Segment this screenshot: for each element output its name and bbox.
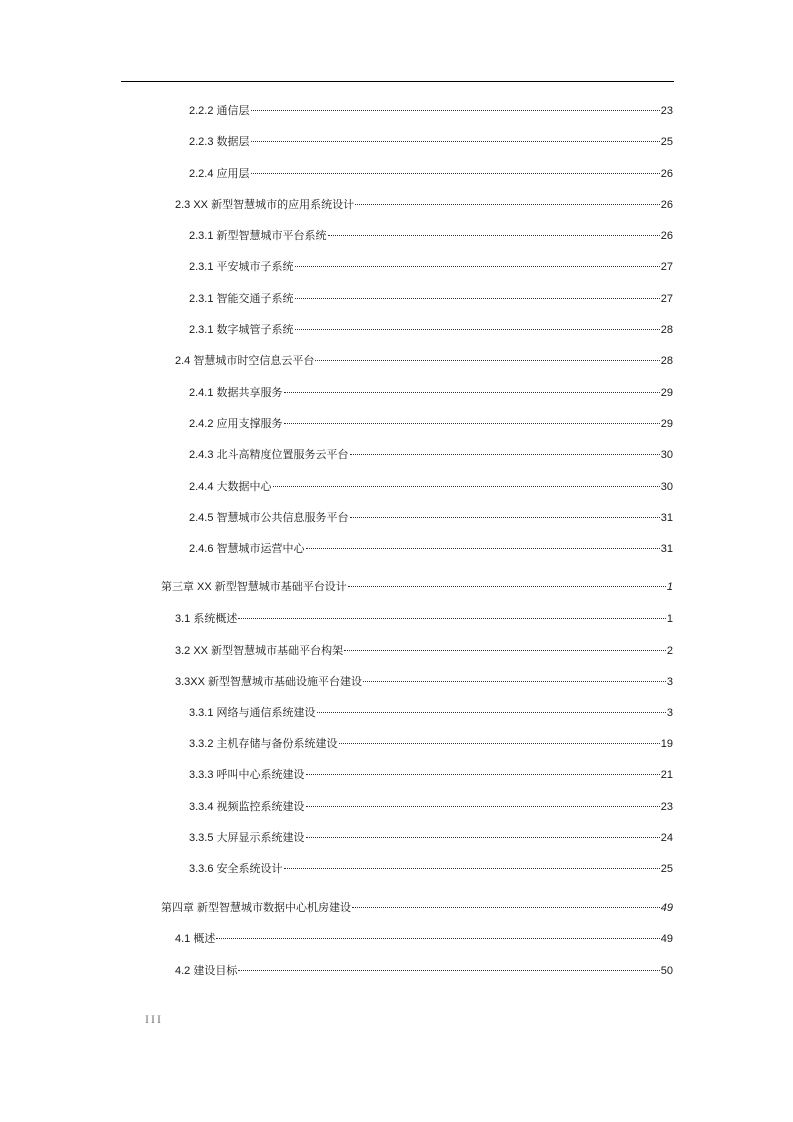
dot-leader: [352, 907, 660, 908]
toc-entry-page: 31: [660, 543, 673, 555]
dot-leader: [306, 548, 660, 549]
dot-leader: [350, 517, 660, 518]
toc-entry-4-1[interactable]: [175, 932, 673, 946]
toc-entry-page: 31: [660, 512, 673, 524]
toc-entry-title: 3.3.6 安全系统设计: [189, 863, 283, 875]
dot-leader: [295, 298, 660, 299]
toc-entry-page: 23: [660, 105, 673, 117]
toc-entry-3-2[interactable]: [175, 644, 673, 658]
toc-entry-title: 2.4.2 应用支撑服务: [189, 418, 283, 430]
toc-entry-2-4[interactable]: [175, 354, 673, 368]
toc-entry-title: 2.4.5 智慧城市公共信息服务平台: [189, 512, 349, 524]
dot-leader: [216, 938, 659, 939]
toc-entry-page: 26: [660, 199, 673, 211]
toc-entry-2-4-4[interactable]: [189, 480, 673, 494]
toc-chapter-3[interactable]: [161, 580, 673, 594]
toc-entry-2-2-3[interactable]: [189, 135, 673, 149]
dot-leader: [328, 235, 660, 236]
dot-leader: [306, 837, 660, 838]
toc-entry-2-3[interactable]: [175, 198, 673, 212]
dot-leader: [317, 712, 666, 713]
toc-entry-2-2-2[interactable]: [189, 104, 673, 118]
toc-entry-page: 2: [666, 645, 673, 657]
toc-entry-page: 27: [660, 293, 673, 305]
toc-entry-title: 4.2 建设目标: [175, 965, 238, 977]
dot-leader: [350, 454, 660, 455]
toc-entry-page: 1: [666, 613, 673, 625]
toc-entry-2-3-1-platform[interactable]: [189, 229, 673, 243]
toc-entry-2-3-1-traffic[interactable]: [189, 292, 673, 306]
dot-leader: [251, 110, 660, 111]
toc-entry-title: 2.4.3 北斗高精度位置服务云平台: [189, 449, 349, 461]
toc-entry-2-2-4[interactable]: [189, 167, 673, 181]
toc-entry-page: 49: [660, 902, 673, 914]
toc-entry-2-4-6[interactable]: [189, 542, 673, 556]
toc-entry-page: 30: [660, 449, 673, 461]
toc-entry-title: 2.3 XX 新型智慧城市的应用系统设计: [175, 199, 355, 211]
page-number: III: [145, 1012, 163, 1026]
toc-entry-2-4-2[interactable]: [189, 417, 673, 431]
toc-entry-page: 3: [666, 707, 673, 719]
toc-entry-page: 3: [666, 676, 673, 688]
toc-entry-title: 2.2.4 应用层: [189, 168, 250, 180]
dot-leader: [295, 329, 660, 330]
toc-entry-page: 28: [660, 324, 673, 336]
dot-leader: [339, 743, 660, 744]
toc-entry-title: 3.3.2 主机存储与备份系统建设: [189, 738, 338, 750]
toc-entry-page: 26: [660, 168, 673, 180]
toc-entry-page: 23: [660, 801, 673, 813]
toc-entry-3-3[interactable]: [175, 675, 673, 689]
toc-entry-title: 3.3.4 视频监控系统建设: [189, 801, 305, 813]
toc-entry-page: 24: [660, 832, 673, 844]
toc-entry-title: 3.3.5 大屏显示系统建设: [189, 832, 305, 844]
toc-entry-3-3-6[interactable]: [189, 862, 673, 876]
dot-leader: [284, 392, 660, 393]
dot-leader: [251, 173, 660, 174]
dot-leader: [251, 141, 660, 142]
toc-entry-page: 27: [660, 261, 673, 273]
toc-entry-2-4-1[interactable]: [189, 386, 673, 400]
toc-entry-2-3-1-safe-city[interactable]: [189, 260, 673, 274]
toc-entry-4-2[interactable]: [175, 964, 673, 978]
toc-entry-3-3-4[interactable]: [189, 800, 673, 814]
toc-entry-3-3-5[interactable]: [189, 831, 673, 845]
toc-entry-title: 3.1 系统概述: [175, 613, 238, 625]
toc-entry-3-3-3[interactable]: [189, 768, 673, 782]
toc-entry-page: 25: [660, 863, 673, 875]
toc-entry-title: 3.3.1 网络与通信系统建设: [189, 707, 316, 719]
toc-entry-2-4-5[interactable]: [189, 511, 673, 525]
toc-entry-page: 49: [660, 933, 673, 945]
toc-entry-page: 26: [660, 230, 673, 242]
toc-entry-page: 25: [660, 136, 673, 148]
toc-entry-title: 2.3.1 数字城管子系统: [189, 324, 294, 336]
dot-leader: [284, 423, 660, 424]
toc-entry-title: 2.4.6 智慧城市运营中心: [189, 543, 305, 555]
toc-entry-3-3-2[interactable]: [189, 737, 673, 751]
toc-entry-title: 2.4 智慧城市时空信息云平台: [175, 355, 315, 367]
dot-leader: [284, 868, 660, 869]
toc-entry-3-3-1[interactable]: [189, 706, 673, 720]
toc-entry-page: 29: [660, 418, 673, 430]
dot-leader: [306, 806, 660, 807]
header-rule: [121, 81, 674, 82]
toc-chapter-4[interactable]: [161, 901, 673, 915]
dot-leader: [363, 681, 666, 682]
toc-entry-title: 第四章 新型智慧城市数据中心机房建设: [161, 902, 352, 914]
dot-leader: [295, 266, 660, 267]
toc-entry-2-4-3[interactable]: [189, 448, 673, 462]
dot-leader: [315, 360, 659, 361]
dot-leader: [306, 774, 660, 775]
toc-entry-title: 2.3.1 平安城市子系统: [189, 261, 294, 273]
toc-entry-page: 50: [660, 965, 673, 977]
toc-entry-title: 3.3.3 呼叫中心系统建设: [189, 769, 305, 781]
toc-entry-title: 2.4.1 数据共享服务: [189, 387, 283, 399]
toc-entry-page: 19: [660, 738, 673, 750]
toc-entry-title: 2.3.1 智能交通子系统: [189, 293, 294, 305]
toc-entry-title: 2.2.3 数据层: [189, 136, 250, 148]
dot-leader: [344, 650, 666, 651]
toc-entry-page: 1: [666, 581, 673, 593]
toc-entry-title: 2.2.2 通信层: [189, 105, 250, 117]
toc-entry-page: 30: [660, 481, 673, 493]
toc-entry-title: 4.1 概述: [175, 933, 216, 945]
toc-entry-3-1[interactable]: [175, 612, 673, 626]
toc-entry-page: 21: [660, 769, 673, 781]
toc-entry-2-3-1-urban-mgmt[interactable]: [189, 323, 673, 337]
dot-leader: [273, 486, 660, 487]
dot-leader: [355, 204, 660, 205]
toc-entry-title: 第三章 XX 新型智慧城市基础平台设计: [161, 581, 347, 593]
toc-entry-title: 2.3.1 新型智慧城市平台系统: [189, 230, 327, 242]
toc-entry-title: 3.3XX 新型智慧城市基础设施平台建设: [175, 676, 363, 688]
dot-leader: [238, 618, 666, 619]
toc-entry-page: 29: [660, 387, 673, 399]
toc-entry-title: 2.4.4 大数据中心: [189, 481, 272, 493]
dot-leader: [238, 970, 659, 971]
toc-entry-title: 3.2 XX 新型智慧城市基础平台构架: [175, 645, 344, 657]
dot-leader: [348, 586, 666, 587]
toc-entry-page: 28: [660, 355, 673, 367]
